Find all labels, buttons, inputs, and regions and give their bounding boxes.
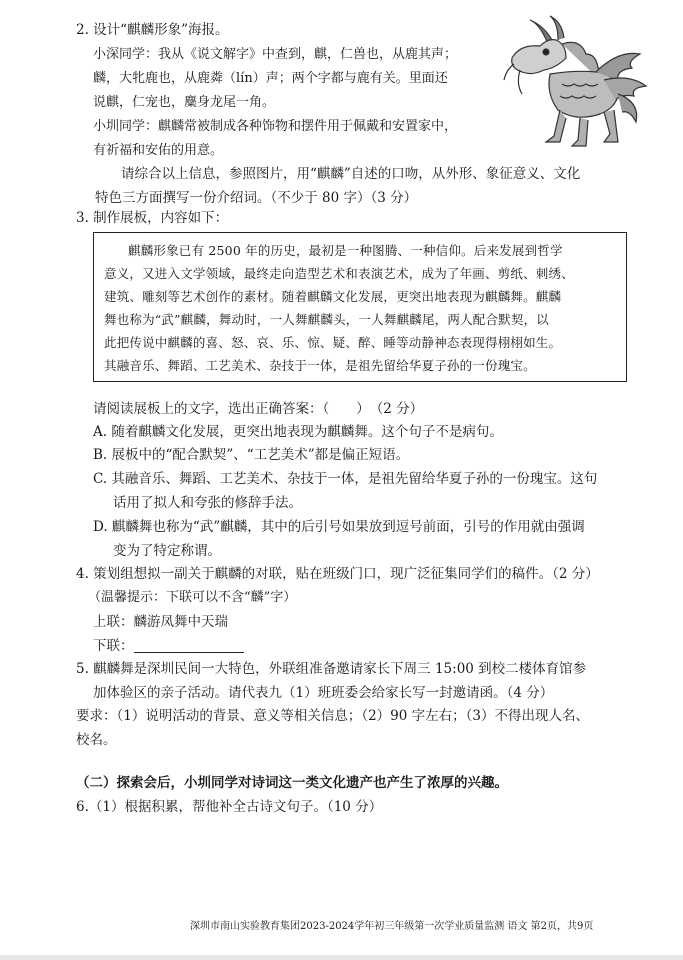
page-footer: 深圳市南山实验教育集团2023-2024学年初三年级第一次学业质量监测 语文 第2页，共9页 [190,921,594,932]
q2-title: 2. 设计“麒麟形象”海报。 [76,22,229,38]
q5-requirements: 要求：（1）说明活动的背景、意义等相关信息；（2）90 字左右；（3）不得出现人名、 [76,708,589,724]
board-line: 舞也称为“武”麒麟，舞动时，一人舞麒麟头，一人舞麒麟尾，两人配合默契，以 [104,312,549,327]
q3-question: 请阅读展板上的文字，选出正确答案：（ ） （2 分） [93,401,424,417]
q2-para: 有祈福和安佑的用意。 [93,143,224,158]
q6-title: 6.（1）根据积累，帮他补全古诗文句子。（10 分） [76,799,383,815]
q2-para: 小深同学：我从《说文解字》中查到，麒，仁兽也，从鹿其声； [93,47,458,62]
q2-para: 小圳同学：麒麟常被制成各种饰物和摆件用于佩戴和安置家中， [93,119,458,134]
board-line: 其融音乐、舞蹈、工艺美术、杂技于一体，是祖先留给华夏子孙的一份瑰宝。 [104,358,536,373]
q3-option-c-cont: 话用了拟人和夸张的修辞手法。 [113,495,302,511]
page-edge [0,955,683,960]
q3-option-d-cont: 变为了特定称谓。 [113,543,221,559]
q5-line: 5. 麒麟舞是深圳民间一大特色，外联组准备邀请家长下周三 15:00 到校二楼体育馆参 [76,661,587,677]
q3-option-d: D. 麒麟舞也称为“武”麒麟，其中的后引号如果放到逗号前面，引号的作用就由强调 [93,519,585,535]
q3-title: 3. 制作展板，内容如下： [76,210,229,226]
qilin-illustration [500,14,650,154]
q5-requirements-cont: 校名。 [76,732,117,748]
section-heading: （二）探索会后，小圳同学对诗词这一类文化遗产也产生了浓厚的兴趣。 [76,775,508,791]
q4-title: 4. 策划组想拟一副关于麒麟的对联，贴在班级门口，现广泛征集同学们的稿件。（2 分） [76,566,599,582]
q2-prompt: 请综合以上信息，参照图片，用“麒麟”自述的口吻，从外形、象征意义、文化 [121,166,581,182]
q2-para: 说麒，仁宠也，麋身龙尾一角。 [93,95,276,110]
q3-option-c: C. 其融音乐、舞蹈、工艺美术、杂技于一体，是祖先留给华夏子孙的一份瑰宝。这句 [93,471,598,487]
board-line: 此把传说中麒麟的喜、怒、哀、乐、惊、疑、醉、睡等动静神态表现得栩栩如生。 [104,335,562,350]
q4-hint: （温馨提示：下联可以不含“麟”字） [88,590,297,605]
q4-lower-couplet [93,634,244,654]
answer-blank[interactable] [134,640,244,653]
q2-prompt: 特色三方面撰写一份介绍词。（不少于 80 字）（3 分） [95,190,418,206]
q3-option-a: A. 随着麒麟文化发展，更突出地表现为麒麟舞。这个句子不是病句。 [93,424,503,440]
q5-line: 加体验区的亲子活动。请代表九（1）班班委会给家长写一封邀请函。（4 分） [93,685,554,701]
lower-label: 下联： [93,638,134,654]
board-line: 意义，又进入文学领域，最终走向造型艺术和表演艺术，成为了年画、剪纸、刺绣、 [104,266,574,281]
q3-option-b: B. 展板中的“配合默契”、“工艺美术”都是偏正短语。 [93,447,410,463]
board-line: 麒麟形象已有 2500 年的历史，最初是一种图腾、一种信仰。后来发展到哲学 [128,243,563,258]
q2-para: 麟，大牝鹿也，从鹿粦（lín）声；两个字都与鹿有关。里面还 [93,71,448,86]
exhibition-board [93,232,627,382]
q4-upper-couplet: 上联：麟游凤舞中天瑞 [93,614,228,630]
board-line: 建筑、雕刻等艺术创作的素材。随着麒麟文化发展，更突出地表现为麒麟舞。麒麟 [104,289,562,304]
